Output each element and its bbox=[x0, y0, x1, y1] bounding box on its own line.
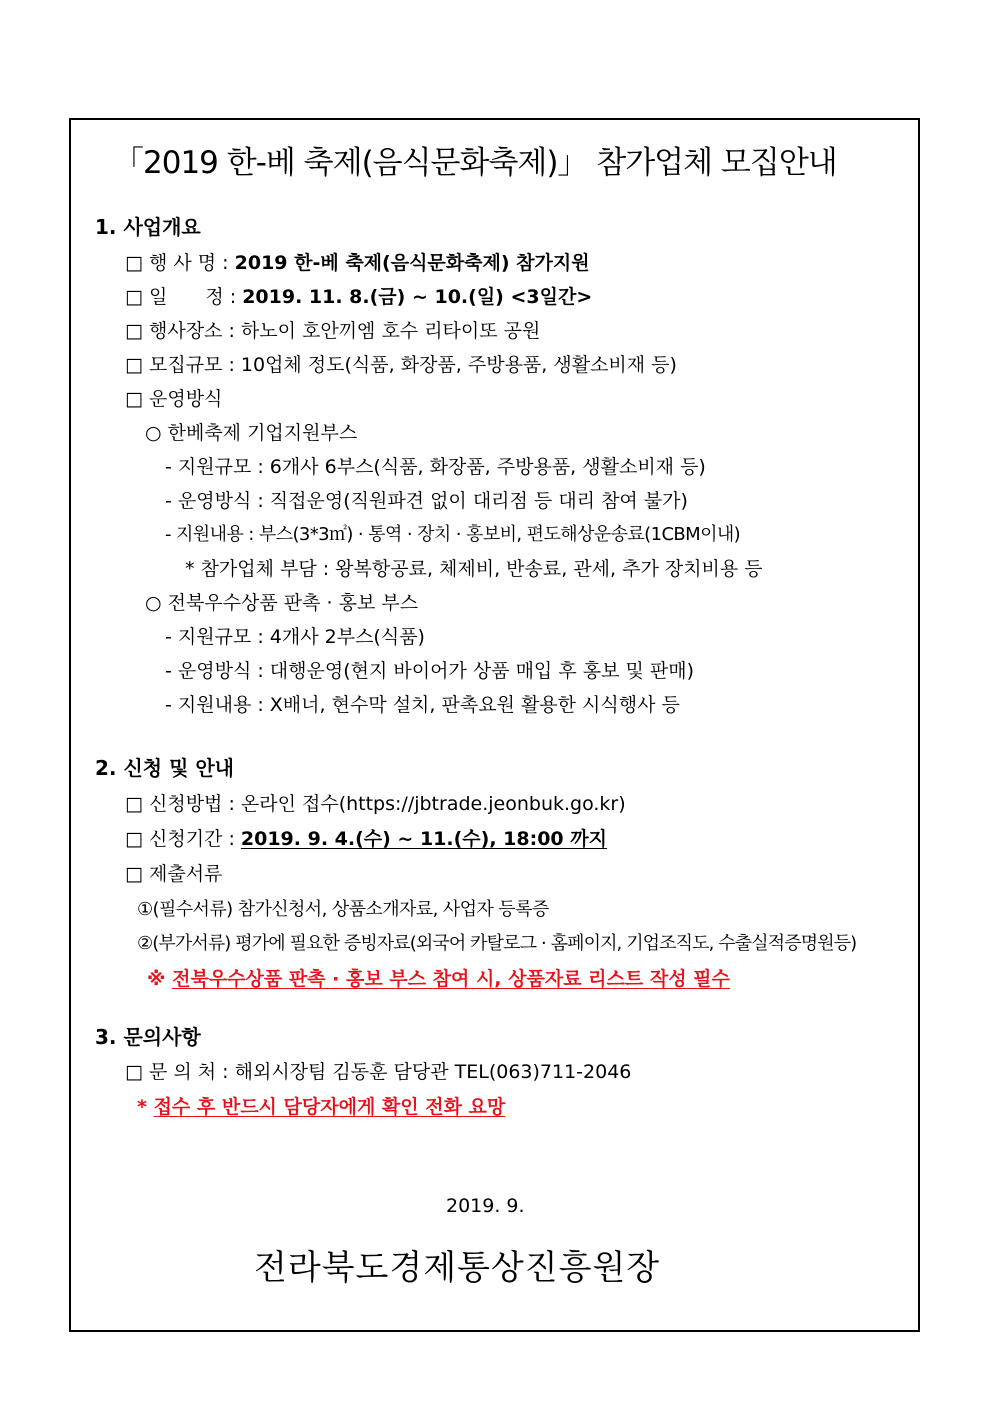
section-2-heading: 2. 신청 및 안내 bbox=[95, 756, 235, 780]
event-name-value: 2019 한-베 축제(음식문화축제) 참가지원 bbox=[234, 252, 590, 274]
schedule-row bbox=[125, 285, 592, 309]
documents-row: □ 제출서류 bbox=[125, 863, 223, 885]
required-documents: ①(필수서류) 참가신청서, 상품소개자료, 사업자 등록증 bbox=[137, 899, 549, 920]
booth2-scale: - 지원규모 : 4개사 2부스(식품) bbox=[165, 626, 425, 648]
apply-method-row: □ 신청방법 : 온라인 접수(https://jbtrade.jeonbuk.go.kr) bbox=[125, 793, 626, 815]
booth1-content: - 지원내용 : 부스(3*3㎡) · 통역 · 장치 · 홍보비, 편도해상운송료(1CBM이내) bbox=[165, 524, 741, 545]
page-title: 「2019 한-베 축제(음식문화축제)」 참가업체 모집안내 bbox=[113, 145, 837, 181]
booth1-title: ○ 한베축제 기업지원부스 bbox=[145, 422, 358, 444]
venue-row: □ 행사장소 : 하노이 호안끼엠 호수 리타이또 공원 bbox=[125, 320, 541, 342]
schedule-label: □ 일 정 : bbox=[125, 286, 243, 308]
booth2-content: - 지원내용 : X배너, 현수막 설치, 판촉요원 활용한 시식행사 등 bbox=[165, 694, 680, 716]
contact-row: □ 문 의 처 : 해외시장팀 김동훈 담당관 TEL(063)711-2046 bbox=[125, 1061, 632, 1083]
issuer-name: 전라북도경제통상진흥원장 bbox=[254, 1248, 661, 1288]
schedule-value: 2019. 11. 8.(금) ~ 10.(일) <3일간> bbox=[242, 286, 593, 308]
apply-period-row bbox=[125, 827, 607, 851]
booth1-scale: - 지원규모 : 6개사 6부스(식품, 화장품, 주방용품, 생활소비재 등) bbox=[165, 456, 706, 478]
booth2-title: ○ 전북우수상품 판촉 · 홍보 부스 bbox=[145, 592, 419, 614]
event-name-row bbox=[125, 251, 590, 275]
apply-period-value: 2019. 9. 4.(수) ~ 11.(수), 18:00 까지 bbox=[240, 828, 607, 850]
contact-notice-text: 접수 후 반드시 담당자에게 확인 전화 요망 bbox=[153, 1096, 506, 1118]
notice-mark: ※ bbox=[147, 968, 173, 990]
booth1-burden: * 참가업체 부담 : 왕복항공료, 체제비, 반송료, 관세, 추가 장치비용 등 bbox=[185, 558, 763, 580]
operation-row: □ 운영방식 bbox=[125, 388, 223, 410]
contact-notice bbox=[137, 1095, 505, 1119]
footer-date: 2019. 9. bbox=[446, 1195, 525, 1217]
section-1-heading: 1. 사업개요 bbox=[95, 215, 201, 239]
booth2-method: - 운영방식 : 대행운영(현지 바이어가 상품 매입 후 홍보 및 판매) bbox=[165, 660, 694, 682]
booth1-method: - 운영방식 : 직접운영(직원파견 없이 대리점 등 대리 참여 불가) bbox=[165, 490, 688, 512]
booth-notice-text: 전북우수상품 판촉 · 홍보 부스 참여 시, 상품자료 리스트 작성 필수 bbox=[172, 968, 730, 990]
section-3-heading: 3. 문의사항 bbox=[95, 1025, 201, 1049]
optional-documents: ②(부가서류) 평가에 필요한 증빙자료(외국어 카탈로그 · 홈페이지, 기업조직도, 수출실적증명원등) bbox=[137, 933, 857, 954]
contact-notice-mark: * bbox=[137, 1096, 154, 1118]
scale-row: □ 모집규모 : 10업체 정도(식품, 화장품, 주방용품, 생활소비재 등) bbox=[125, 354, 677, 376]
apply-period-label: □ 신청기간 : bbox=[125, 828, 241, 850]
booth-notice bbox=[147, 967, 730, 991]
event-name-label: □ 행 사 명 : bbox=[125, 252, 235, 274]
